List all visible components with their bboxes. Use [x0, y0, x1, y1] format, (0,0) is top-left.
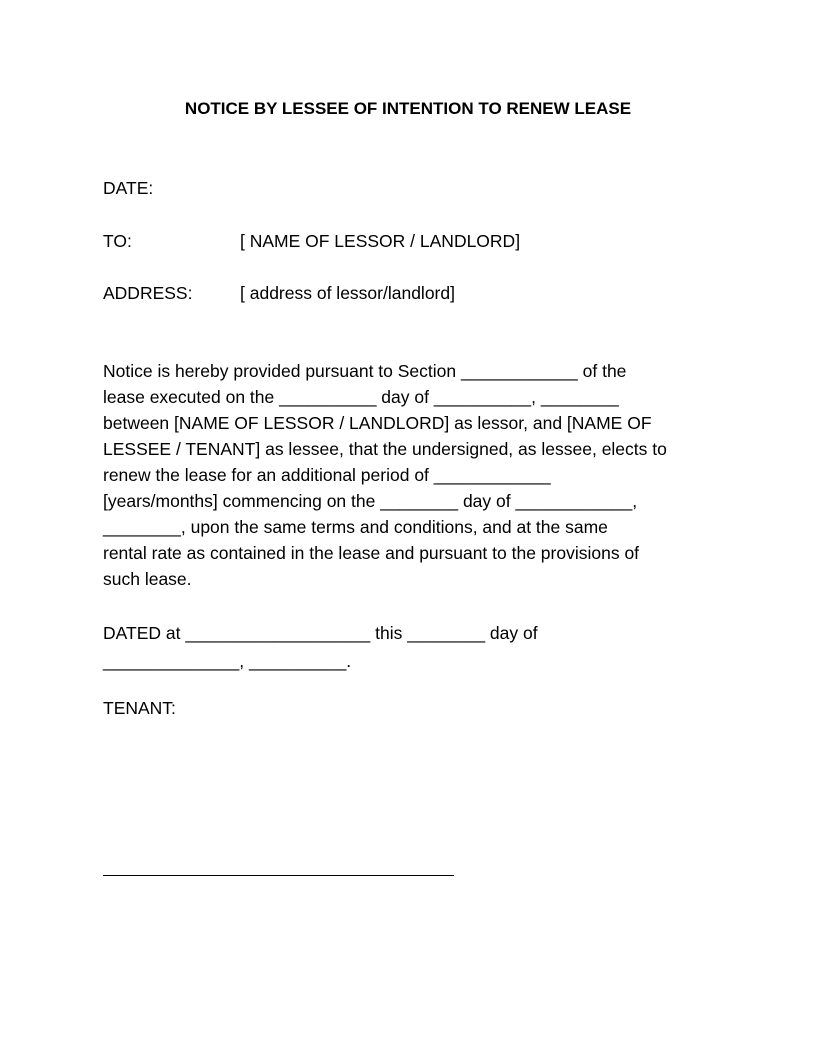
- body-line: ________, upon the same terms and conditions, and at the same: [103, 517, 608, 537]
- address-value: [ address of lessor/landlord]: [240, 283, 455, 303]
- notice-body: [103, 358, 703, 592]
- body-line: [years/months] commencing on the ________ day of ____________,: [103, 491, 638, 511]
- address-field: [103, 282, 455, 304]
- body-line: renew the lease for an additional period of ____________: [103, 465, 551, 485]
- to-label: TO:: [103, 231, 132, 251]
- body-line: Notice is hereby provided pursuant to Section ____________ of the: [103, 361, 627, 381]
- to-value: [ NAME OF LESSOR / LANDLORD]: [240, 231, 521, 251]
- dated-line: ______________, __________.: [103, 651, 352, 671]
- to-field: [103, 230, 520, 252]
- body-line: such lease.: [103, 569, 192, 589]
- dated-line: DATED at ___________________ this ________ day of: [103, 623, 538, 643]
- document-title: NOTICE BY LESSEE OF INTENTION TO RENEW LEASE: [184, 99, 632, 118]
- body-line: between [NAME OF LESSOR / LANDLORD] as lessor, and [NAME OF: [103, 413, 652, 433]
- signature-line: [103, 875, 454, 876]
- address-label: ADDRESS:: [103, 283, 193, 303]
- body-line: rental rate as contained in the lease and pursuant to the provisions of: [103, 543, 640, 563]
- body-line: lease executed on the __________ day of __________, ________: [103, 387, 619, 407]
- tenant-label: TENANT:: [103, 698, 176, 718]
- dated-clause: [103, 619, 703, 675]
- body-line: LESSEE / TENANT] as lessee, that the undersigned, as lessee, elects to: [103, 439, 667, 459]
- date-field: [103, 177, 240, 199]
- date-label: DATE:: [103, 178, 154, 198]
